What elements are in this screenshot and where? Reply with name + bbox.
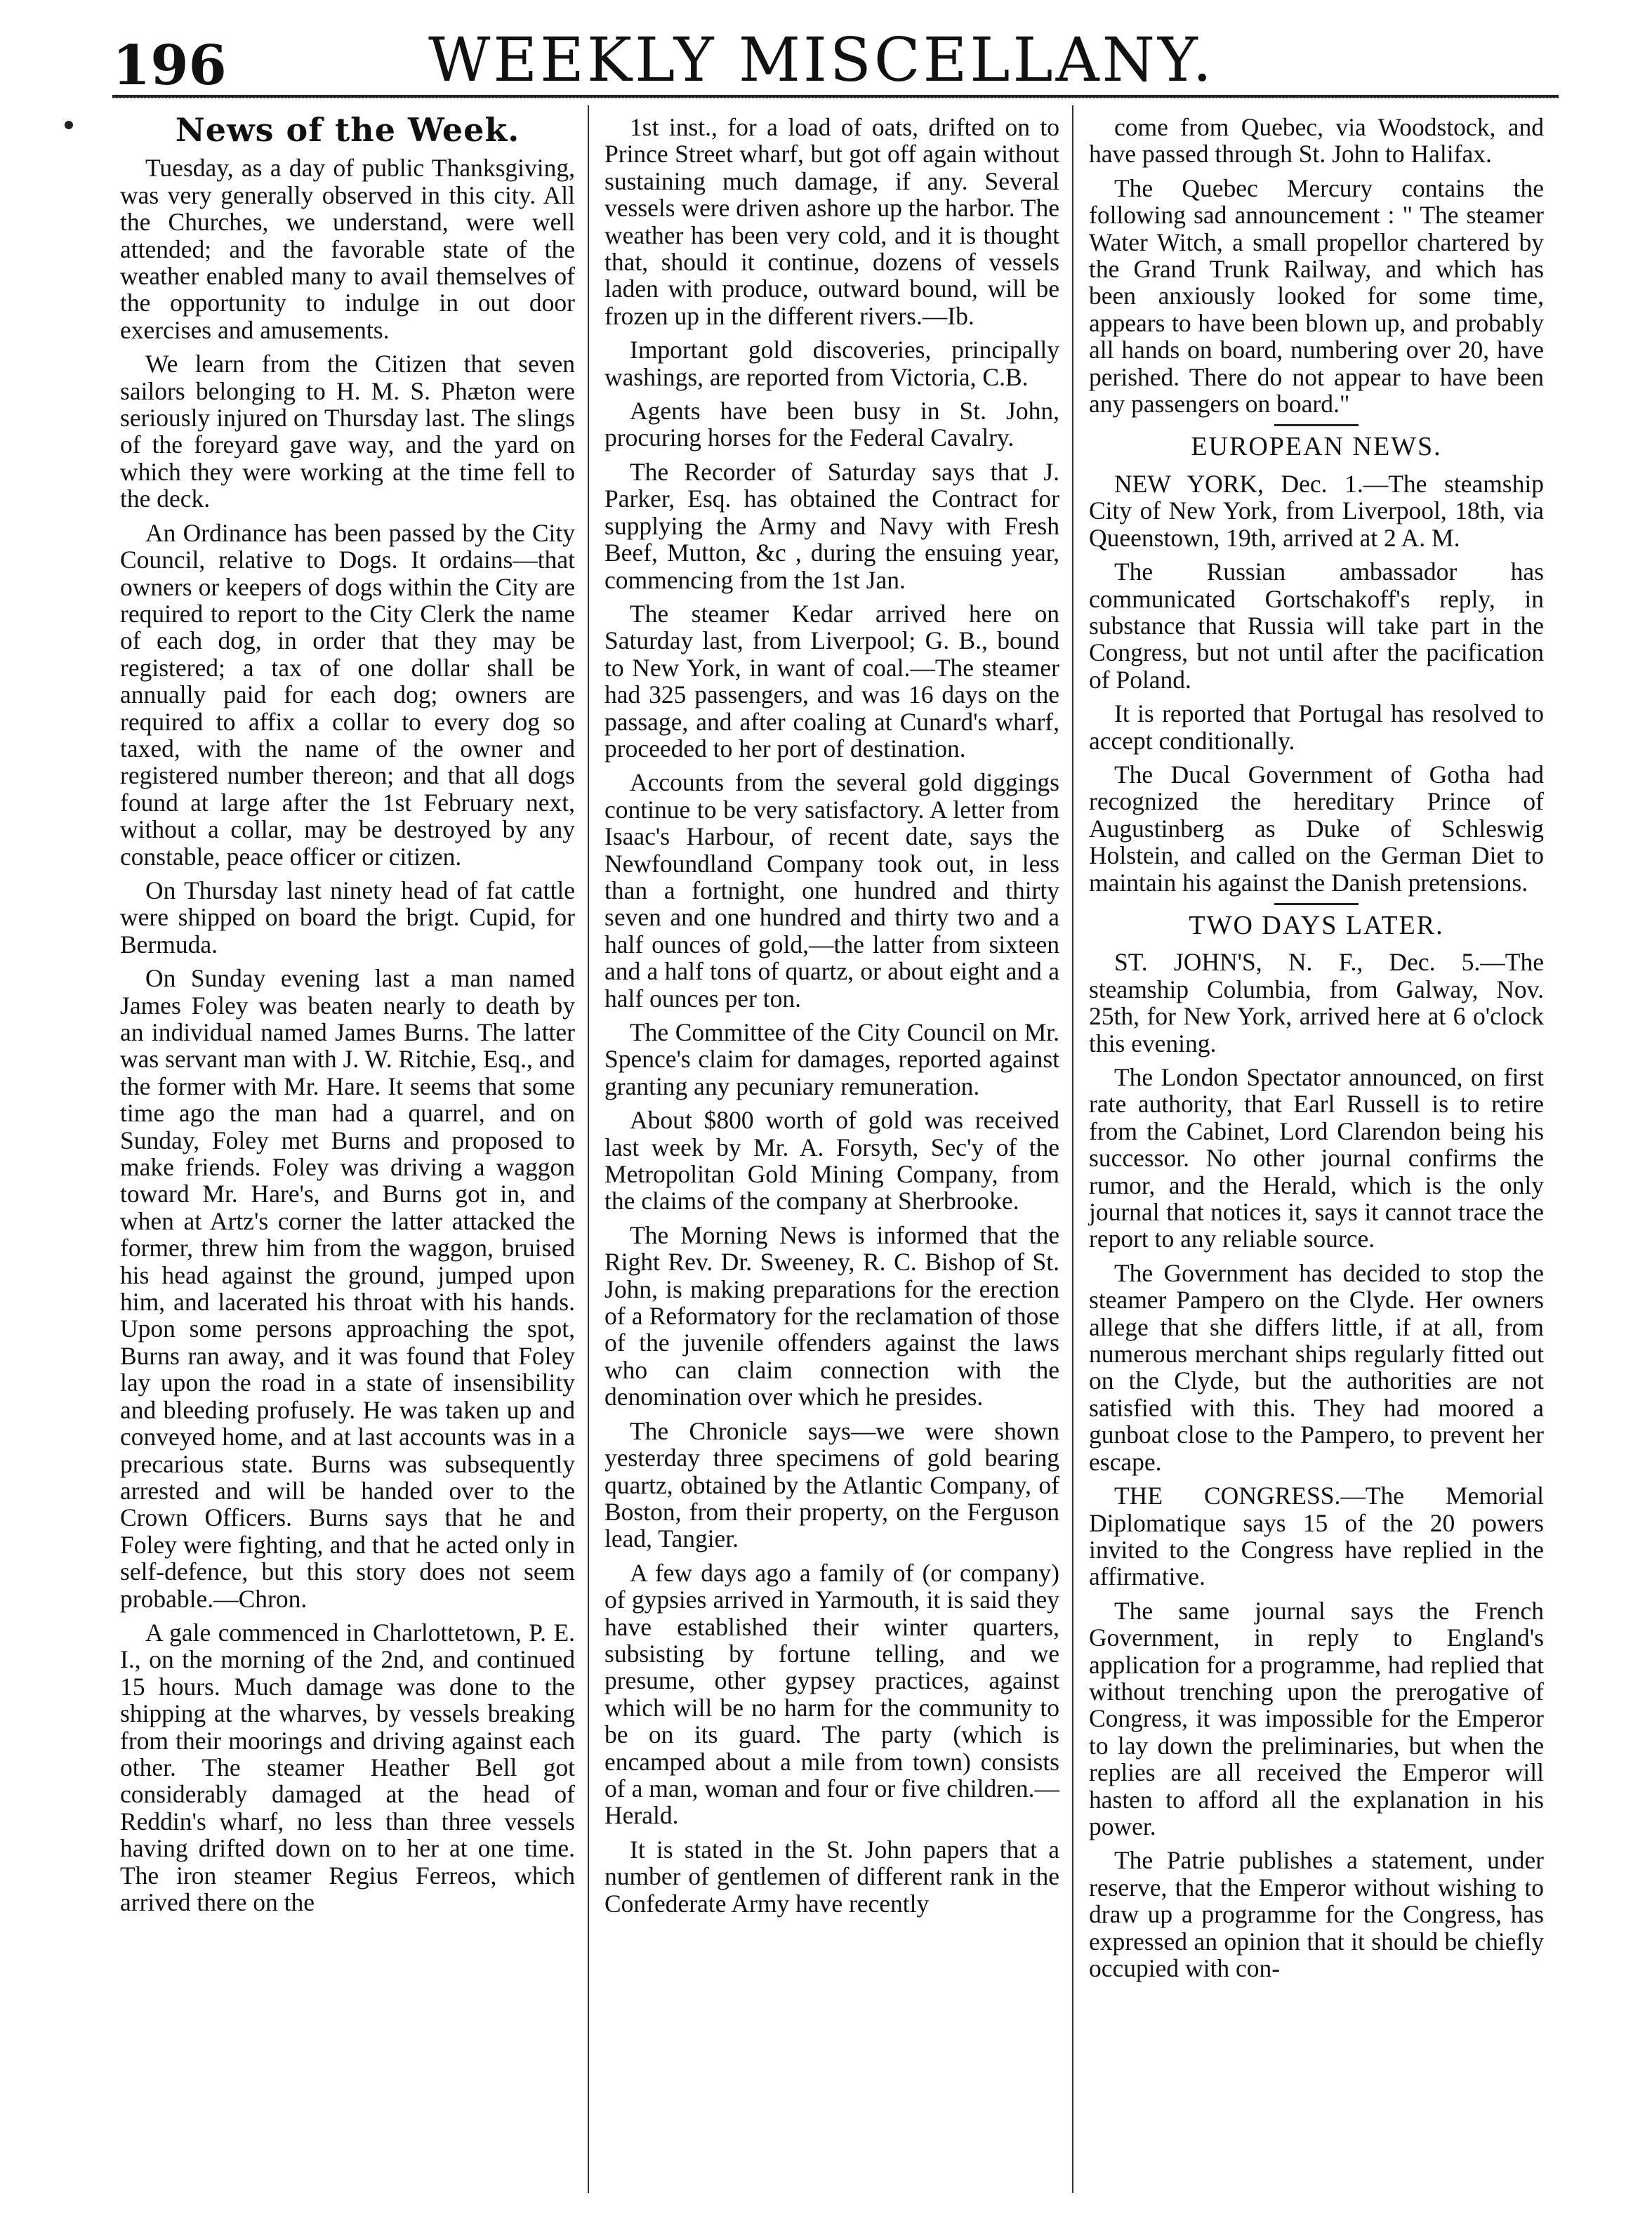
article-paragraph: The Morning News is informed that the Right Rev. Dr. Sweeney, R. C. Bishop of St. John, is making preparations for the erection of a Reformatory for the reclamation of those of the juvenile offenders against the laws who can claim connection with the denomination over which he presides. <box>604 1220 1059 1411</box>
article-paragraph: A few days ago a family of (or company) of gypsies arrived in Yarmouth, it is said they have established their winter quarters, subsisting by fortune telling, and we presume, other gypsey practices, against which will be no harm for the community to be on its guard. The party (which is encamped about a mile from town) consists of a man, woman and four or five children.—Herald. <box>604 1558 1059 1830</box>
section-heading: News of the Week. <box>175 111 520 149</box>
article-paragraph: The Quebec Mercury contains the following sad announcement : " The steamer Water Witch, a small propellor chartered by the Grand Trunk Railway, and which has been anxiously looked for some time, appears to have been blown up, and probably all hands on board, numbering over 20, have perished. There do not appear to have been any passengers on board." <box>1089 173 1544 419</box>
column-2 <box>593 105 1071 2193</box>
article-paragraph: Agents have been busy in St. John, procuring horses for the Federal Cavalry. <box>604 397 1059 452</box>
article-paragraph: The Patrie publishes a statement, under reserve, that the Emperor without wishing to draw up a programme for the Congress, has expressed an opinion that it should be chiefly occupied with con- <box>1089 1846 1544 1982</box>
section-rule <box>1274 903 1359 905</box>
bullet-mark <box>65 121 73 129</box>
article-paragraph: The same journal says the French Government, in reply to England's application for a programme, had replied that without trenching upon the prerogative of Congress, it was impossible for the Emperor to lay down the preliminaries, but when the replies are all received the Emperor will hasten to afford all the explanation in his power. <box>1089 1596 1544 1840</box>
article-paragraph: The Government has decided to stop the steamer Pampero on the Clyde. Her owners allege that she differs little, if at all, from numerous merchant ships regularly fitted out on the Clyde, but the authorities are not satisfied with this. They had moored a gunboat close to the Pampero, to prevent her escape. <box>1089 1258 1544 1476</box>
section-heading-european: EUROPEAN NEWS. <box>1191 432 1442 462</box>
paper-title: WEEKLY MISCELLANY. <box>428 25 1215 95</box>
article-paragraph: An Ordinance has been passed by the City Council, relative to Dogs. It ordains—that owners or keepers of dogs within the City are required to report to the City Clerk the name of each dog, in order that they may be registered; a tax of one dollar shall be annually paid for each dog; owners are required to affix a collar to every dog so taxed, with the name of the owner and registered number thereon; and that all dogs found at large after the 1st February next, without a collar, may be destroyed by any constable, peace officer or citizen. <box>120 518 575 871</box>
article-paragraph: Accounts from the several gold diggings continue to be very satisfactory. A letter from Isaac's Harbour, of recent date, says the Newfoundland Company took out, in less than a fortnight, one hundred and thirty seven and one hundred and thirty two and a half ounces of gold,—the latter from sixteen and a half tons of quartz, or about eight and a half ounces per ton. <box>604 768 1059 1013</box>
column-1 <box>109 105 586 2193</box>
column-divider <box>1072 105 1073 2193</box>
article-paragraph: On Sunday evening last a man named James Foley was beaten nearly to death by an individual named James Burns. The latter was servant man with J. W. Ritchie, Esq., and the former with Mr. Hare. It seems that some time ago the man had a quarrel, and on Sunday, Foley met Burns and proposed to make friends. Foley was driving a waggon toward Mr. Hare's, and Burns got in, and when at Artz's corner the latter attacked the former, threw him from the waggon, bruised his head against the ground, jumped upon him, and lacerated his throat with his hands. Upon some persons approaching the spot, Burns ran away, and it was found that Foley lay upon the road in a state of insensibility and bleeding profusely. He was taken up and conveyed home, and at last accounts was in a precarious state. Burns was subsequently arrested and will be handed over to the Crown Officers. Burns says that he and Foley were fighting, and that he acted only in self-defence, but this story does not seem probable.—Chron. <box>120 964 575 1613</box>
article-paragraph: On Thursday last ninety head of fat cattle were shipped on board the brigt. Cupid, for Bermuda. <box>120 876 575 958</box>
article-paragraph: We learn from the Citizen that seven sailors belonging to H. M. S. Phæton were seriously injured on Thursday last. The slings of the foreyard gave way, and the yard on which they were working at the time fell to the deck. <box>120 350 575 513</box>
article-paragraph: come from Quebec, via Woodstock, and have passed through St. John to Halifax. <box>1089 113 1544 169</box>
article-paragraph: THE CONGRESS.—The Memorial Diplomatique says 15 of the 20 powers invited to the Congress have replied in the affirmative. <box>1089 1482 1544 1591</box>
article-paragraph: A gale commenced in Charlottetown, P. E. I., on the morning of the 2nd, and continued 15 hours. Much damage was done to the shipping at the wharves, by vessels breaking from their moorings and driving against each other. The steamer Heather Bell got considerably damaged at the head of Reddin's wharf, no less than three vessels having drifted down on to her at one time. The iron steamer Regius Ferreos, which arrived there on the <box>120 1618 575 1916</box>
column-3 <box>1078 105 1555 2193</box>
article-paragraph: The Recorder of Saturday says that J. Parker, Esq. has obtained the Contract for supplying the Army and Navy with Fresh Beef, Mutton, &c , during the ensuing year, commencing from the 1st Jan. <box>604 457 1059 594</box>
article-paragraph: The Chronicle says—we were shown yesterday three specimens of gold bearing quartz, obtained by the Atlantic Company, of Boston, from their property, on the Ferguson lead, Tangier. <box>604 1416 1059 1553</box>
page-number: 196 <box>112 34 227 98</box>
section-heading-later: TWO DAYS LATER. <box>1189 910 1444 940</box>
article-paragraph: ST. JOHN'S, N. F., Dec. 5.—The steamship Columbia, from Galway, Nov. 25th, for New York, arrived here at 6 o'clock this evening. <box>1089 948 1544 1057</box>
masthead-rule <box>112 95 1559 98</box>
masthead <box>84 21 1559 105</box>
article-paragraph: The Ducal Government of Gotha had recognized the hereditary Prince of Augustinberg as Duke of Schleswig Holstein, and called on the German Diet to maintain his against the Danish pretensions. <box>1089 760 1544 897</box>
article-paragraph: NEW YORK, Dec. 1.—The steamship City of New York, from Liverpool, 18th, via Queenstown, 19th, arrived at 2 A. M. <box>1089 469 1544 552</box>
article-paragraph: Important gold discoveries, principally washings, are reported from Victoria, C.B. <box>604 336 1059 391</box>
article-paragraph: Tuesday, as a day of public Thanksgiving, was very generally observed in this city. All the Churches, we understand, were well attended; and the favorable state of the weather enabled many to avail themselves of the opportunity to indulge in out door exercises and amusements. <box>120 154 575 344</box>
article-paragraph: The steamer Kedar arrived here on Saturday last, from Liverpool; G. B., bound to New York, in want of coal.—The steamer had 325 passengers, and was 16 days on the passage, and after coaling at Cunard's wharf, proceeded to her port of destination. <box>604 599 1059 763</box>
article-paragraph: The Russian ambassador has communicated Gortschakoff's reply, in substance that Russia will take part in the Congress, but not until after the pacification of Poland. <box>1089 558 1544 694</box>
article-paragraph: It is reported that Portugal has resolved to accept conditionally. <box>1089 699 1544 755</box>
article-paragraph: The Committee of the City Council on Mr. Spence's claim for damages, reported against granting any pecuniary remuneration. <box>604 1018 1059 1100</box>
section-rule <box>1274 424 1359 426</box>
column-divider <box>588 105 589 2193</box>
article-paragraph: The London Spectator announced, on first rate authority, that Earl Russell is to retire from the Cabinet, Lord Clarendon being his successor. No other journal confirms the rumor, and the Herald, which is the only journal that notices it, says it cannot trace the report to any reliable source. <box>1089 1063 1544 1253</box>
article-paragraph: It is stated in the St. John papers that a number of gentlemen of different rank in the Confederate Army have recently <box>604 1835 1059 1918</box>
article-paragraph: 1st inst., for a load of oats, drifted on to Prince Street wharf, but got off again without sustaining much damage, if any. Several vessels were driven ashore up the harbor. The weather has been very cold, and it is thought that, should it continue, dozens of vessels laden with produce, outward bound, will be frozen up in the different rivers.—Ib. <box>604 113 1059 330</box>
article-paragraph: About $800 worth of gold was received last week by Mr. A. Forsyth, Sec'y of the Metropolitan Gold Mining Company, from the claims of the company at Sherbrooke. <box>604 1106 1059 1215</box>
